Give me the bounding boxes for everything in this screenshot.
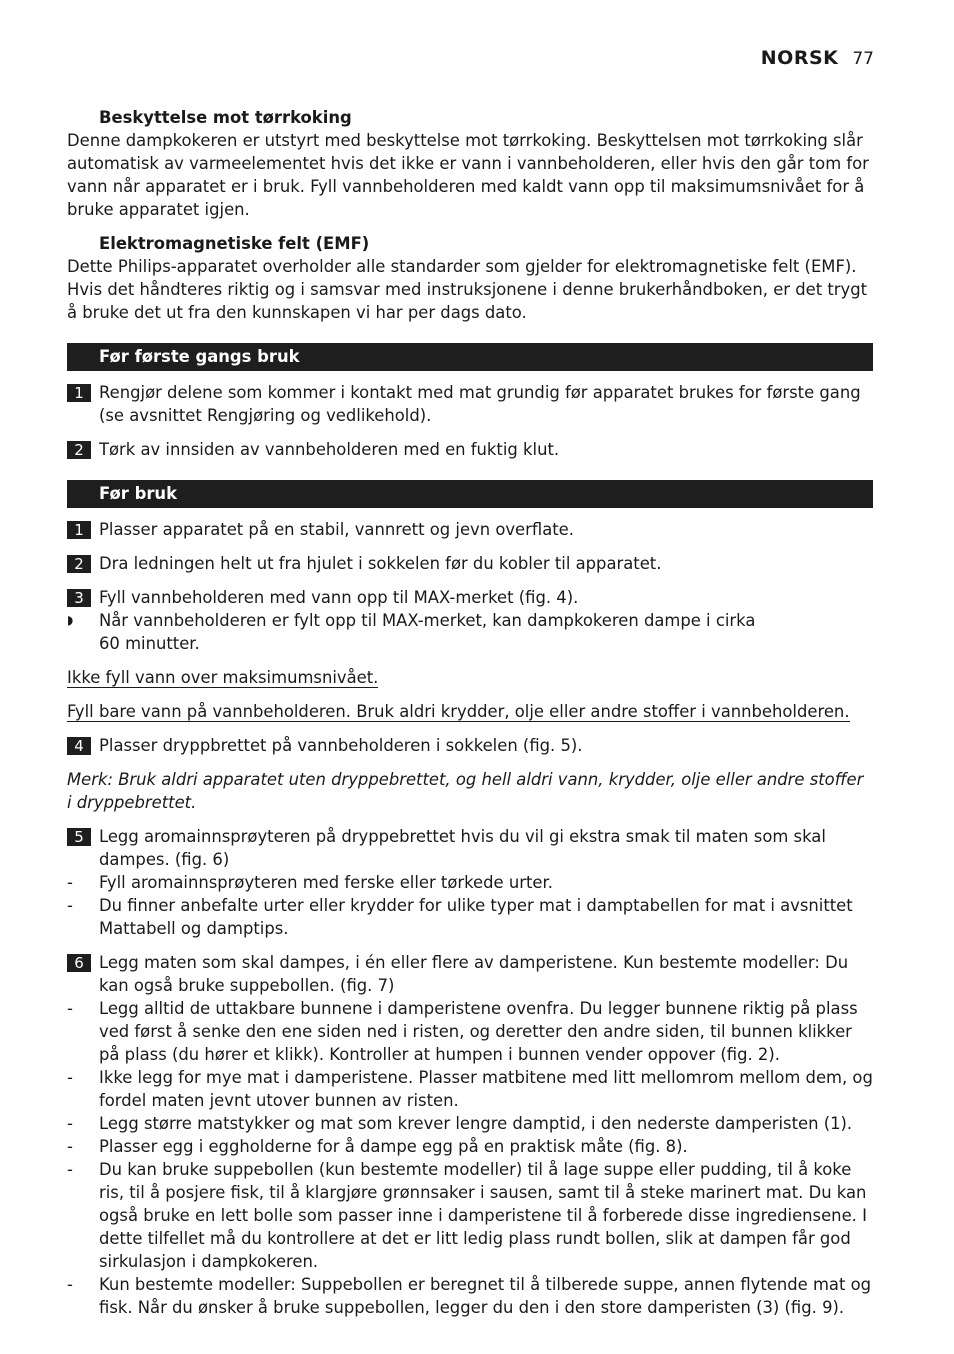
before-use-step [67,951,873,997]
before-use-step [67,586,873,609]
dash-marker: - [67,1068,73,1087]
list-item [67,1066,873,1112]
dry-boil-text: Denne dampkokeren er utstyrt med beskyttelse mot tørrkoking. Beskyttelsen mot tørrkoking slår automatisk av varmeelementet hvis det ikke er vann i vannbeholderen, eller hvis den går tom for vann når apparatet er i bruk. Fyll vannbeholderen med kaldt vann opp til maksimumsnivået for å bruke apparatet igjen. [67,131,869,219]
step-text: Dra ledningen helt ut fra hjulet i sokkelen før du kobler til apparatet. [99,554,662,573]
result-text: Når vannbeholderen er fylt opp til MAX-merket, kan dampkokeren dampe i cirka 60 minutter. [99,611,756,653]
step-number: 2 [67,555,91,573]
step-text: Legg aromainnsprøyteren på dryppebrettet hvis du vil gi ekstra smak til maten som skal dampes. (fig. 6) [99,827,826,869]
before-use-step [67,552,873,575]
list-item [67,1135,873,1158]
warning-text: Fyll bare vann på vannbeholderen. Bruk aldri krydder, olje eller andre stoffer i vannbeholderen. [67,702,850,721]
note-text: Merk: Bruk aldri apparatet uten dryppebrettet, og hell aldri vann, krydder, olje eller andre stoffer i dryppebrettet. [67,770,864,812]
step-number: 3 [67,589,91,607]
step-number: 1 [67,521,91,539]
step-text: Fyll vannbeholderen med vann opp til MAX-merket (fig. 4). [99,588,579,607]
result-marker-icon: ◗ [67,613,74,627]
list-item [67,1273,873,1319]
first-use-step [67,438,873,461]
step-text: Rengjør delene som kommer i kontakt med mat grundig før apparatet brukes for første gang (se avsnittet Rengjøring og vedlikehold). [99,383,861,425]
dash-marker: - [67,999,73,1018]
before-use-step [67,734,873,757]
list-item-text: Kun bestemte modeller: Suppebollen er beregnet til å tilberede suppe, annen flytende mat og fisk. Når du ønsker å bruke suppebollen, legger du den i den store damperisten (3) (fig. 9). [99,1275,872,1317]
list-item-text: Ikke legg for mye mat i damperistene. Plasser matbitene med litt mellomrom mellom dem, og fordel maten jevnt utover bunnen av risten. [99,1068,873,1110]
list-item [67,894,873,940]
list-item-text: Legg større matstykker og mat som krever lengre damptid, i den nederste damperisten (1). [99,1114,853,1133]
dash-marker: - [67,1275,73,1294]
section-bar-first-use: Før første gangs bruk [67,343,873,371]
dry-boil-heading: Beskyttelse mot tørrkoking [99,108,352,127]
step-number: 6 [67,954,91,972]
dash-marker: - [67,1137,73,1156]
warning-paragraph [67,666,873,689]
list-item [67,997,873,1066]
list-item [67,1158,873,1273]
step-number: 4 [67,737,91,755]
list-item-text: Du finner anbefalte urter eller krydder for ulike typer mat i damptabellen for mat i avsnittet Mattabell og damptips. [99,896,853,938]
warning-paragraph [67,700,873,723]
page-header [761,47,874,69]
warning-text: Ikke fyll vann over maksimumsnivået. [67,668,379,687]
page-content [67,106,873,1319]
step-text: Plasser apparatet på en stabil, vannrett og jevn overflate. [99,520,574,539]
emf-text: Dette Philips-apparatet overholder alle standarder som gjelder for elektromagnetiske felt (EMF). Hvis det håndteres riktig og i samsvar med instruksjonene i denne brukerhåndboken, er det trygt å bruke det ut fra den kunnskapen vi har per dags dato. [67,257,868,322]
step-number: 2 [67,441,91,459]
before-use-step [67,518,873,541]
before-use-step [67,825,873,871]
section-bar-before-use: Før bruk [67,480,873,508]
first-use-step [67,381,873,427]
step-text: Tørk av innsiden av vannbeholderen med en fuktig klut. [99,440,560,459]
page-number: 77 [852,49,874,69]
list-item-text: Fyll aromainnsprøyteren med ferske eller tørkede urter. [99,873,553,892]
step-text: Plasser dryppbrettet på vannbeholderen i sokkelen (fig. 5). [99,736,583,755]
list-item-text: Du kan bruke suppebollen (kun bestemte modeller) til å lage suppe eller pudding, til å koke ris, til å posjere fisk, til å klargjøre grønnsaker i sausen, samt til å steke marinert mat. Du kan også bruke en lett bolle som passer inne i damperistene til å forberede disse ingrediensene. I dette tilfellet må du kontrollere at det er litt ledig plass rundt bollen, slik at dampen får god sirkulasjon i dampkokeren. [99,1160,867,1271]
step-number: 5 [67,828,91,846]
step-number: 1 [67,384,91,402]
step-text: Legg maten som skal dampes, i én eller flere av damperistene. Kun bestemte modeller: Du kan også bruke suppebollen. (fig. 7) [99,953,849,995]
result-item [67,609,873,655]
dash-marker: - [67,873,73,892]
dash-marker: - [67,1114,73,1133]
list-item-text: Plasser egg i eggholderne for å dampe egg på en praktisk måte (fig. 8). [99,1137,688,1156]
emf-heading: Elektromagnetiske felt (EMF) [99,234,370,253]
list-item [67,871,873,894]
dash-marker: - [67,1160,73,1179]
list-item-text: Legg alltid de uttakbare bunnene i damperistene ovenfra. Du legger bunnene riktig på plass ved først å senke den ene siden ned i risten, og deretter den andre siden, til bunnen klikker på plass (du hører et klikk). Kontroller at humpen i bunnen vender oppover (fig. 2). [99,999,858,1064]
dash-marker: - [67,896,73,915]
language-label: NORSK [760,47,839,69]
list-item [67,1112,873,1135]
